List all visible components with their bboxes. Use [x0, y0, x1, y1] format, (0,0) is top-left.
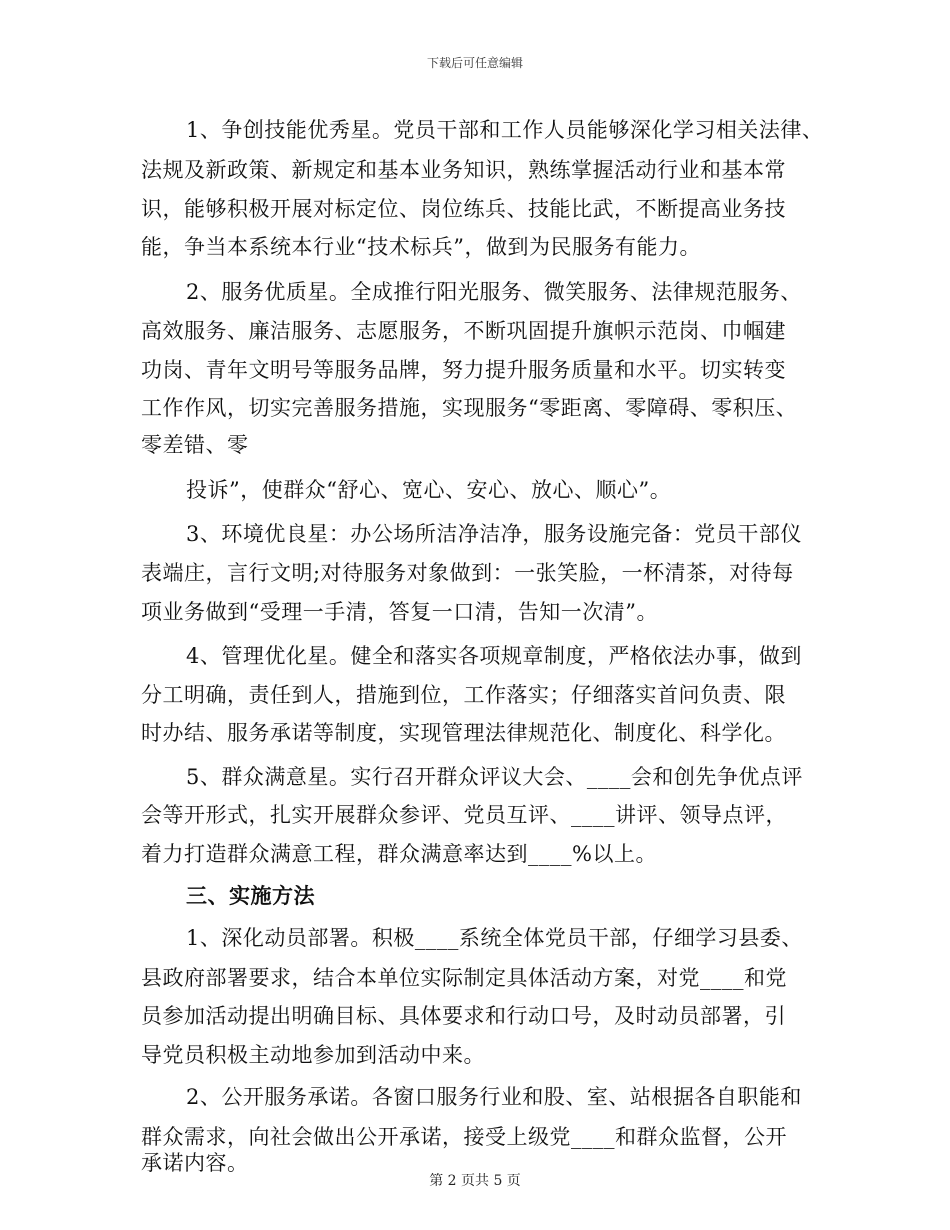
paragraph-line: 导党员积极主动地参加到活动中来。 [141, 1043, 485, 1067]
paragraph-line: 法规及新政策、新规定和基本业务知识，熟练掌握活动行业和基本常 [141, 158, 786, 182]
paragraph-line: 群众需求，向社会做出公开承诺，接受上级党____和群众监督，公开 [141, 1125, 787, 1149]
paragraph-line: 4、管理优化星。健全和落实各项规章制度，严格依法办事，做到 [186, 644, 802, 668]
paragraph-line: 会等开形式，扎实开展群众参评、党员互评、____讲评、领导点评， [141, 803, 787, 827]
paragraph-line: 1、争创技能优秀星。党员干部和工作人员能够深化学习相关法律、 [186, 118, 824, 142]
paragraph-line: 2、服务优质星。全成推行阳光服务、微笑服务、法律规范服务、 [186, 280, 802, 304]
paragraph-line: 时办结、服务承诺等制度，实现管理法律规范化、制度化、科学化。 [141, 721, 786, 745]
paragraph-line: 表端庄，言行文明;对待服务对象做到：一张笑脸，一杯清茶，对待每 [141, 561, 794, 585]
paragraph-line: 着力打造群众满意工程，群众满意率达到____%以上。 [141, 842, 657, 866]
page-header: 下载后可任意编辑 [426, 56, 523, 70]
paragraph-line: 1、深化动员部署。积极____系统全体党员干部，仔细学习县委、 [186, 926, 803, 950]
paragraph-line: 2、公开服务承诺。各窗口服务行业和股、室、站根据各自职能和 [186, 1085, 802, 1109]
paragraph-line: 承诺内容。 [141, 1151, 249, 1175]
paragraph-line: 员参加活动提出明确目标、具体要求和行动口号，及时动员部署，引 [141, 1004, 786, 1028]
paragraph-line: 零差错、零 [141, 433, 249, 457]
paragraph-line: 工作作风，切实完善服务措施，实现服务“零距离、零障碍、零积压、 [141, 396, 798, 420]
paragraph-line: 3、环境优良星：办公场所洁净洁净，服务设施完备：党员干部仪 [186, 522, 802, 546]
paragraph-line: 县政府部署要求，结合本单位实际制定具体活动方案，对党____和党 [141, 966, 787, 990]
page-footer: 第 2 页共 5 页 [429, 1173, 521, 1189]
paragraph-line: 投诉”，使群众“舒心、宽心、安心、放心、顺心”。 [186, 478, 672, 502]
paragraph-line: 能，争当本系统本行业“技术标兵”，做到为民服务有能力。 [141, 235, 701, 259]
paragraph-line: 项业务做到“受理一手清，答复一口清，告知一次清”。 [141, 600, 658, 624]
paragraph-line: 高效服务、廉洁服务、志愿服务，不断巩固提升旗帜示范岗、巾帼建 [141, 319, 786, 343]
paragraph-line: 功岗、青年文明号等服务品牌，努力提升服务质量和水平。切实转变 [141, 358, 786, 382]
paragraph-line: 识，能够积极开展对标定位、岗位练兵、技能比武，不断提高业务技 [141, 197, 786, 221]
paragraph-line: 5、群众满意星。实行召开群众评议大会、____会和创先争优点评 [186, 765, 803, 789]
paragraph-line: 分工明确，责任到人，措施到位，工作落实；仔细落实首问负责、限 [141, 683, 786, 707]
section-heading: 三、实施方法 [186, 883, 315, 908]
